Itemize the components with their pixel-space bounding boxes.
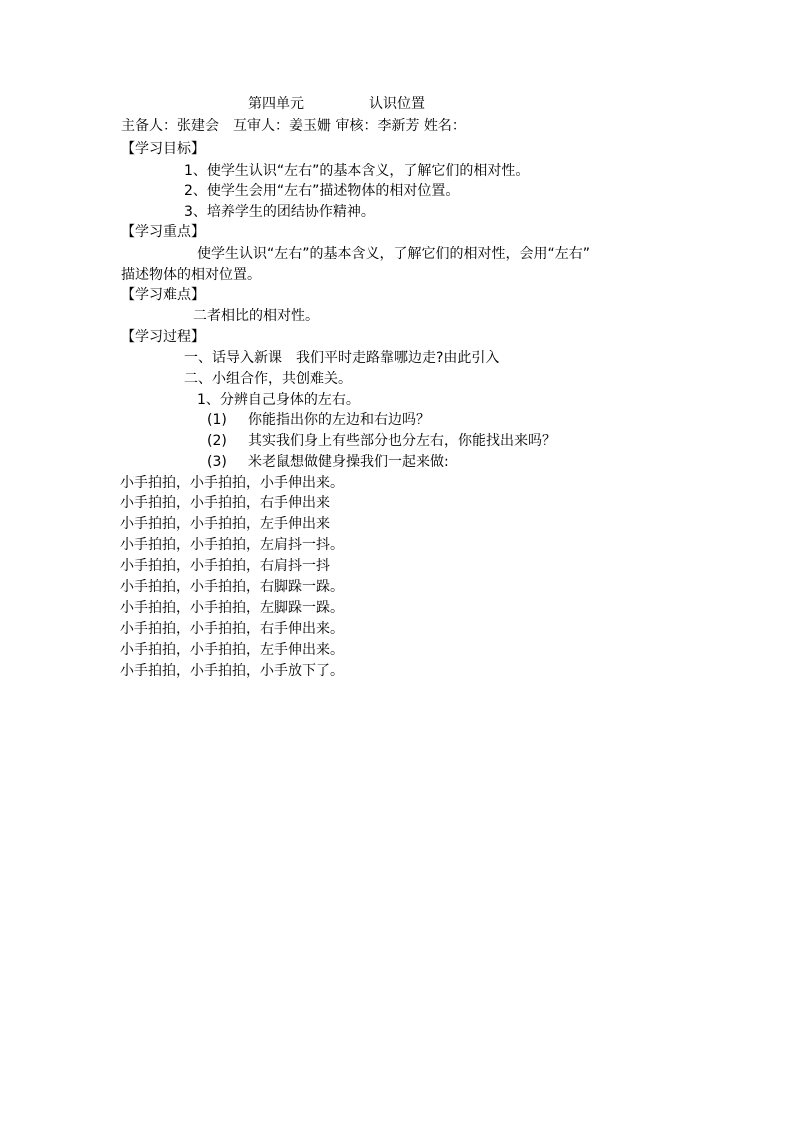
song-line: 小手拍拍，小手拍拍，右手伸出来。 bbox=[120, 621, 344, 637]
unit-title: 第四单元 bbox=[248, 96, 304, 112]
question-number-2: (2) bbox=[207, 433, 227, 449]
song-line: 小手拍拍，小手拍拍，右手伸出来 bbox=[120, 495, 330, 511]
song-line: 小手拍拍，小手拍拍，右脚跺一跺。 bbox=[120, 579, 344, 595]
process-sub-1: 1、分辨自己身体的左右。 bbox=[197, 392, 360, 408]
process-heading: 【学习过程】 bbox=[121, 329, 205, 345]
song-line: 小手拍拍，小手拍拍，左手伸出来 bbox=[120, 516, 330, 532]
question-number-3: (3) bbox=[207, 454, 227, 470]
question-text-1: 你能指出你的左边和右边吗？ bbox=[248, 412, 430, 428]
song-line: 小手拍拍，小手拍拍，左手伸出来。 bbox=[120, 642, 344, 658]
topic-title: 认识位置 bbox=[369, 96, 425, 112]
difficulty-text: 二者相比的相对性。 bbox=[193, 308, 319, 324]
goal-item-1: 1、使学生认识“左右”的基本含义，了解它们的相对性。 bbox=[184, 163, 530, 179]
process-step-1: 一、话导入新课 我们平时走路靠哪边走?由此引入 bbox=[184, 350, 500, 366]
authors-line: 主备人：张建会 互审人：姜玉姗 审核：李新芳 姓名： bbox=[121, 118, 466, 134]
goal-item-2: 2、使学生会用“左右”描述物体的相对位置。 bbox=[184, 183, 460, 199]
key-points-line-2: 描述物体的相对位置。 bbox=[121, 267, 261, 283]
question-text-2: 其实我们身上有些部分也分左右，你能找出来吗？ bbox=[248, 433, 556, 449]
song-line: 小手拍拍，小手拍拍，小手放下了。 bbox=[120, 663, 344, 679]
process-step-2: 二、小组合作，共创难关。 bbox=[184, 371, 352, 387]
song-line: 小手拍拍，小手拍拍，左脚跺一跺。 bbox=[120, 600, 344, 616]
goals-heading: 【学习目标】 bbox=[121, 141, 205, 157]
difficulty-heading: 【学习难点】 bbox=[121, 287, 205, 303]
question-text-3: 米老鼠想做健身操我们一起来做: bbox=[248, 454, 449, 470]
key-points-heading: 【学习重点】 bbox=[121, 224, 205, 240]
song-line: 小手拍拍，小手拍拍，左肩抖一抖。 bbox=[120, 537, 344, 553]
question-number-1: (1) bbox=[207, 412, 227, 428]
song-line: 小手拍拍，小手拍拍，小手伸出来。 bbox=[120, 475, 344, 491]
key-points-line-1: 使学生认识“左右”的基本含义，了解它们的相对性，会用“左右” bbox=[197, 246, 591, 262]
song-line: 小手拍拍，小手拍拍，右肩抖一抖 bbox=[120, 558, 330, 574]
goal-item-3: 3、培养学生的团结协作精神。 bbox=[184, 204, 375, 220]
